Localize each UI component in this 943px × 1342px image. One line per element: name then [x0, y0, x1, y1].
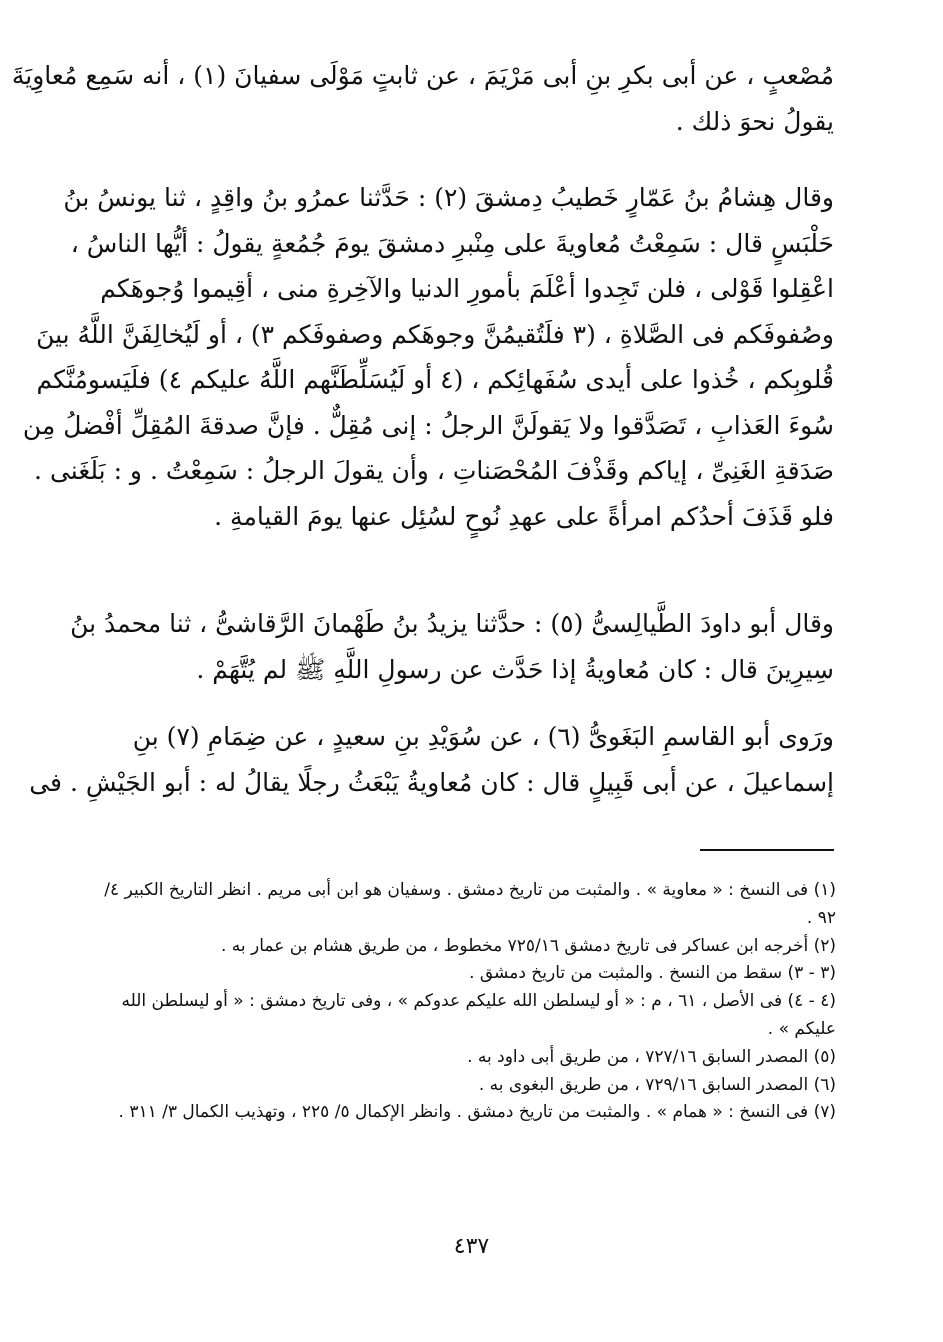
text-line: ورَوى أبو القاسمِ البَغَوىُّ (٦) ، عن سُوَيْدِ بنِ سعيدٍ ، عن ضِمَامِ (٧) بنِ	[132, 722, 834, 751]
footnote-line: (٣ - ٣) سقط من النسخ . والمثبت من تاريخ دمشق .	[469, 963, 836, 984]
main-text-3	[70, 601, 834, 692]
footnote-line: (١) فى النسخ : « معاوية » . والمثبت من تاريخ دمشق . وسفيان هو ابن أبى مريم . انظر التاريخ الكبير ٤/	[104, 880, 836, 900]
text-line: صَدَقةِ الغَنِىِّ ، إياكم وقَذْفَ المُحْصَناتِ ، وأن يقولَ الرجلُ : سَمِعْتُ . و : بَلَغَنى .	[34, 456, 834, 485]
main-text-2	[22, 175, 834, 539]
text-line: وقال أبو داودَ الطَّيالِسىُّ (٥) : حدَّثنا يزيدُ بنُ طَهْمانَ الرَّقاشىُّ ، ثنا محمدُ بنُ	[70, 609, 834, 638]
paragraph-3	[70, 601, 834, 692]
footnote-line: (٥) المصدر السابق ٧٢٧/١٦ ، من طريق أبى داود به .	[467, 1046, 836, 1067]
main-text	[11, 53, 834, 144]
footnotes	[104, 877, 836, 1127]
footnote-line: (٦) المصدر السابق ٧٢٩/١٦ ، من طريق البغوى به .	[478, 1074, 836, 1095]
text-line: إسماعيلَ ، عن أبى قَبِيلٍ قال : كان مُعاويةُ يَبْعَثُ رجلًا يقالُ له : أبو الجَيْشِ . فى	[29, 767, 834, 797]
text-line: مُصْعبٍ ، عن أبى بكرِ بنِ أبى مَرْيَمَ ، عن ثابتٍ مَوْلَى سفيانَ (١) ، أنه سَمِع مُعاوِيَةَ	[11, 61, 834, 90]
text-line: وصُفوفَكم فى الصَّلاةِ ، (٣ فلَتُقيمُنَّ وجوهَكم وصفوفَكم ٣) ، أو لَيُخالِفَنَّ اللَّهُ بينَ	[36, 319, 834, 349]
text-line: وقال هِشامُ بنُ عَمّارٍ خَطيبُ دِمشقَ (٢) : حَدَّثنا عمرُو بنُ واقِدٍ ، ثنا يونسُ بنُ	[63, 183, 834, 212]
text-line: فلو قَذَفَ أحدُكم امرأةً على عهدِ نُوحٍ لسُئِل عنها يومَ القيامةِ .	[214, 501, 834, 531]
footnote-line: (٤ - ٤) فى الأصل ، ٦١ ، م : « أو ليسلطن الله عليكم عدوكم » ، وفى تاريخ دمشق : « أو ليسلطن الله	[121, 991, 836, 1012]
text-line: حَلْبَسٍ قال : سَمِعْتُ مُعاويةَ على مِنْبرِ دمشقَ يومَ جُمُعةٍ يقولُ : أيُّها الناسُ ،	[70, 228, 834, 258]
text-line: سُوءَ العَذابِ ، تَصَدَّقوا ولا يَقولَنَّ الرجلُ : إنى مُقِلٌّ . فإنَّ صدقةَ المُقِلِّ أفْضلُ مِن	[22, 410, 834, 440]
paragraph-2	[22, 175, 834, 539]
text-line: سِيرِينَ قال : كان مُعاويةُ إذا حَدَّث عن رسولِ اللَّهِ ﷺ لم يُتَّهَمْ .	[196, 654, 834, 684]
page-number: ٤٣٧	[453, 1234, 490, 1259]
text-line: يقولُ نحوَ ذلك .	[675, 106, 834, 136]
text-line: اعْقِلوا قَوْلى ، فلن تَجِدوا أعْلَمَ بأمورِ الدنيا والآخِرةِ منى ، أقِيموا وُجوهَكم	[100, 274, 834, 303]
paragraph-4	[29, 714, 834, 805]
main-text-4	[29, 714, 834, 805]
footnote-separator	[700, 849, 834, 851]
footnote-line: ٩٢ .	[806, 907, 836, 928]
text-line: قُلوبِكم ، خُذوا على أيدى سُفَهائِكم ، (٤ أو لَيُسَلِّطَنَّهم اللَّهُ عليكم ٤) فلَيَسومُنَّكم	[36, 365, 834, 394]
footnote-line: عليكم » .	[767, 1018, 836, 1039]
footnote-line: (٧) فى النسخ : « همام » . والمثبت من تاريخ دمشق . وانظر الإكمال ٥/ ٢٢٥ ، وتهذيب الكمال ٣/ ٣١١ .	[118, 1102, 836, 1123]
footnote-line: (٢) أخرجه ابن عساكر فى تاريخ دمشق ٧٢٥/١٦ مخطوط ، من طريق هشام بن عمار به .	[220, 935, 836, 956]
paragraph-1	[11, 53, 834, 144]
